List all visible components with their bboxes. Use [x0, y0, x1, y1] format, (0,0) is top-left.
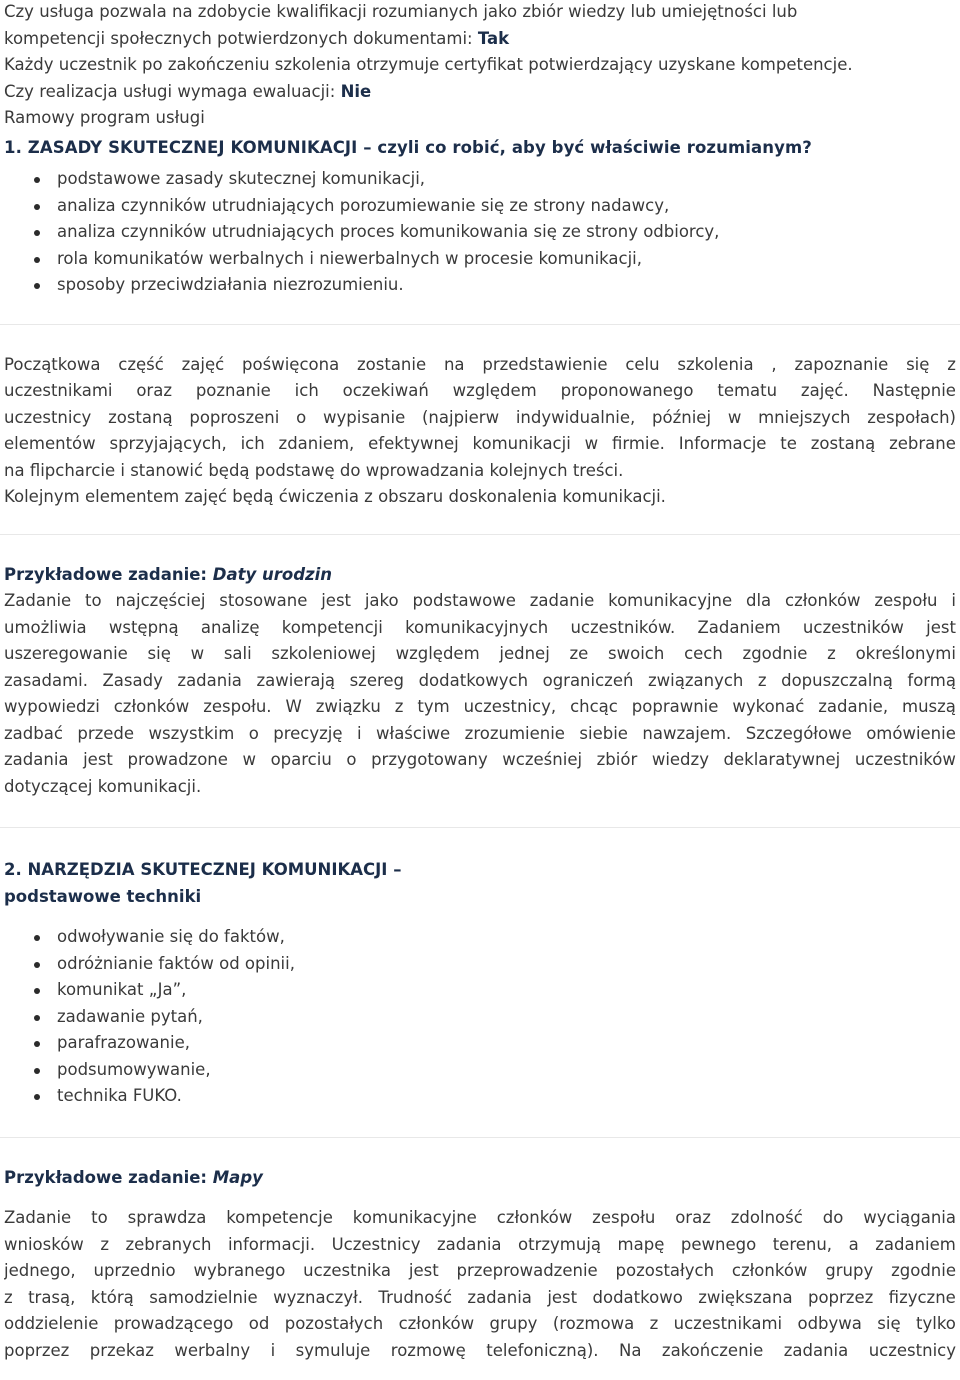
paragraph-line: zasadami. Zasady zadania zawierają szereg dodatkowych ograniczeń związanych z dopuszczalną formą — [4, 670, 956, 690]
certificate-info: Każdy uczestnik po zakończeniu szkolenia otrzymuje certyfikat potwierdzający uzyskane kompetencje. — [4, 55, 853, 74]
list-item: podsumowywanie, — [57, 1057, 956, 1084]
task-1-title — [4, 562, 956, 589]
list-item: zadawanie pytań, — [57, 1004, 956, 1031]
section-1-title: 1. ZASADY SKUTECZNEJ KOMUNIKACJI – czyli co robić, aby być właściwie rozumianym? — [4, 137, 812, 157]
paragraph-line: zadbać przede wszystkim o precyzję i właściwe zrozumienie siebie nawzajem. Szczegółowe omówienie — [4, 723, 956, 743]
paragraph-line: umożliwia wstępną analizę kompetencji komunikacyjnych uczestników. Zadaniem uczestników jest — [4, 617, 956, 637]
list-item: podstawowe zasady skutecznej komunikacji, — [57, 166, 956, 193]
task-2-label: Przykładowe zadanie: — [4, 1167, 213, 1187]
paragraph-line: na flipcharcie i stanowić będą podstawę do wprowadzania kolejnych treści. — [4, 460, 624, 480]
divider — [0, 827, 960, 828]
qualification-answer-line — [4, 26, 956, 53]
paragraph-line: uczestnicy zostaną poproszeni o wypisanie (najpierw indywidualnie, później w mniejszych zespołach) — [4, 407, 956, 427]
list-item: technika FUKO. — [57, 1083, 956, 1110]
paragraph-line: elementów sprzyjających, ich zdaniem, efektywnej komunikacji w firmie. Informacje te zostaną zebrane — [4, 434, 956, 453]
list-item: analiza czynników utrudniających proces komunikowania się ze strony odbiorcy, — [57, 219, 956, 246]
task-2-name: Mapy — [212, 1167, 263, 1187]
qualification-question: Czy usługa pozwala na zdobycie kwalifikacji rozumianych jako zbiór wiedzy lub umiejętności lub — [4, 2, 798, 21]
paragraph-line: oddzielenie prowadzącego od pozostałych członków grupy (rozmowa z uczestnikami odbywa się tylko — [4, 1314, 956, 1333]
paragraph-line: uczestnikami oraz poznanie ich oczekiwań względem proponowanego tematu zajęć. Następnie — [4, 381, 956, 400]
qualification-question-line — [4, 0, 956, 26]
section-1-list — [4, 166, 956, 299]
task-2-title — [4, 1165, 956, 1192]
list-item: sposoby przeciwdziałania niezrozumieniu. — [57, 272, 956, 299]
paragraph-line: wniosków z zebranych informacji. Uczestnicy zadania otrzymują mapę pewnego terenu, a zadaniem — [4, 1234, 956, 1254]
paragraph-line: Zadanie to sprawdza kompetencje komunikacyjne członków zespołu oraz zdolność do wyciągania — [4, 1208, 956, 1227]
qualification-answer: Tak — [477, 28, 510, 48]
section-2-title — [4, 857, 956, 910]
paragraph-line: z trasą, którą samodzielnie wyznaczył. Trudność zadania jest dodatkowo zwiększana poprzez fizyczne — [4, 1287, 956, 1307]
list-item: rola komunikatów werbalnych i niewerbalnych w procesie komunikacji, — [57, 246, 956, 273]
section-2-title-line-1: 2. NARZĘDZIA SKUTECZNEJ KOMUNIKACJI – — [4, 860, 402, 879]
paragraph-line: jednego, uprzednio wybranego uczestnika jest przeprowadzenie pozostałych członków grupy zgodnie — [4, 1261, 956, 1280]
intro-paragraph — [4, 352, 956, 511]
evaluation-line — [4, 79, 956, 106]
program-label: Ramowy program usługi — [4, 108, 205, 127]
paragraph-line: Początkowa część zajęć poświęcona zostanie na przedstawienie celu szkolenia , zapoznanie się z — [4, 354, 956, 374]
list-item: komunikat „Ja”, — [57, 977, 956, 1004]
qualification-question-cont: kompetencji społecznych potwierdzonych dokumentami: — [4, 28, 478, 48]
divider — [0, 534, 960, 535]
task-1-paragraph — [4, 588, 956, 800]
task-2-paragraph — [4, 1205, 956, 1364]
section-2-title-line-2: podstawowe techniki — [4, 886, 202, 906]
service-meta — [4, 0, 956, 132]
list-item: analiza czynników utrudniających porozumiewanie się ze strony nadawcy, — [57, 193, 956, 220]
section-2-list — [4, 924, 956, 1110]
evaluation-answer: Nie — [340, 81, 372, 101]
task-1-name: Daty urodzin — [212, 564, 333, 584]
paragraph-line: Zadanie to najczęściej stosowane jest jako podstawowe zadanie komunikacyjne dla członków zespołu i — [4, 591, 956, 610]
task-1-label: Przykładowe zadanie: — [4, 564, 213, 584]
paragraph-line: uszeregowanie się w sali szkoleniowej względem jednej ze swoich cech zgodnie z określonymi — [4, 644, 956, 663]
evaluation-question: Czy realizacja usługi wymaga ewaluacji: — [4, 81, 341, 101]
divider — [0, 324, 960, 325]
paragraph-line: dotyczącej komunikacji. — [4, 776, 202, 796]
paragraph-line: zadania jest prowadzone w oparciu o przygotowany wcześniej zbiór wiedzy deklaratywnej uczestników — [4, 750, 956, 769]
paragraph-line: Kolejnym elementem zajęć będą ćwiczenia z obszaru doskonalenia komunikacji. — [4, 487, 666, 506]
divider — [0, 1137, 960, 1138]
list-item: odróżnianie faktów od opinii, — [57, 951, 956, 978]
list-item: odwoływanie się do faktów, — [57, 924, 956, 951]
paragraph-line: poprzez przekaz werbalny i symuluje rozmowę telefoniczną). Na zakończenie zadania uczestnicy — [4, 1340, 956, 1360]
paragraph-line: wypowiedzi członków zespołu. W związku z tym uczestnicy, chcąc poprawnie wykonać zadanie, muszą — [4, 697, 956, 716]
list-item: parafrazowanie, — [57, 1030, 956, 1057]
